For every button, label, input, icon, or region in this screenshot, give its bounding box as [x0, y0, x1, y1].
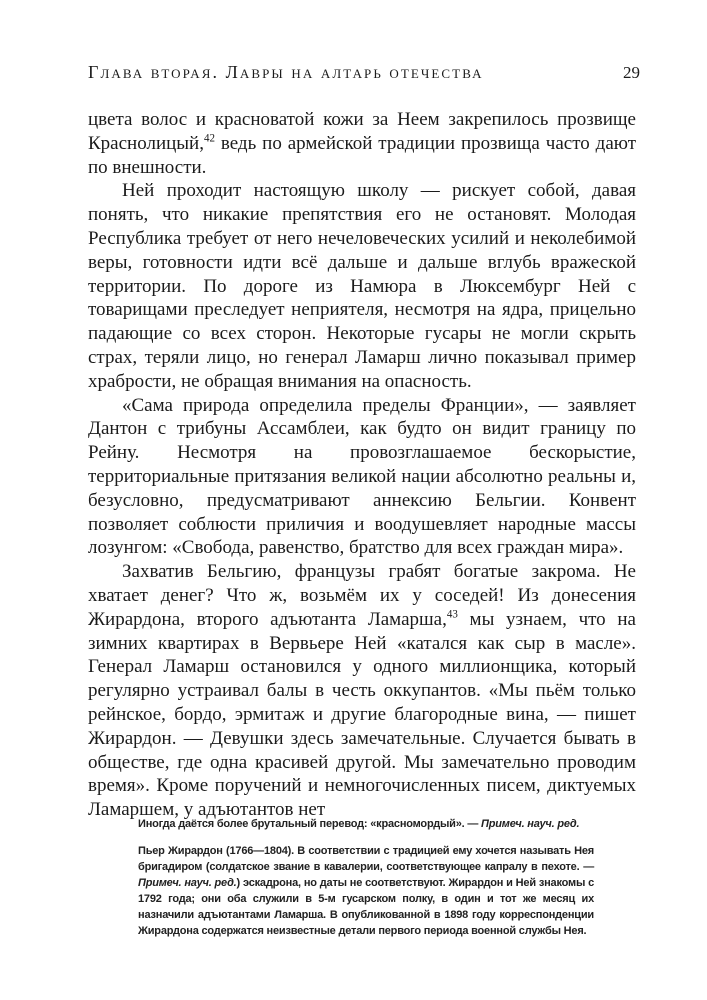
text-run: Захватив Бельгию, французы грабят богатые закрома. Не хватает денег? Что ж, возьмём их у соседей! Из донесения Жирардона, второго адъютанта Ламарша,: [88, 561, 636, 630]
paragraph: [88, 560, 636, 822]
footnote-marker: 42: [203, 132, 215, 145]
text-run: Иногда даётся более брутальный перевод: «красномордый». —: [138, 818, 482, 830]
footnotes: [138, 816, 594, 950]
text-run: Ней проходит настоящую школу — рискует собой, давая понять, что никакие препятствия его не остановят. Молодая Республика требует от него нечеловеческих усилий и неколебимой веры, готовности идти всё дальше и дальше вглубь вражеской территории. По дороге из Намюра в Люксембург Ней с товарищами преследует неприятеля, несмотря на ядра, прицельно падающие со всех сторон. Некоторые гусары не могли скрыть страх, теряли лицо, но генерал Ламарш лично показывал пример храбрости, не обращая внимания на опасность.: [88, 180, 636, 392]
text-run: «Сама природа определила пределы Франции», — заявляет Дантон с трибуны Ассамблеи, как будто он видит границу по Рейну. Несмотря на провозглашаемое бескорыстие, территориальные притязания великой нации абсолютно реальны и, безусловно, предусматривают аннексию Бельгии. Конвент позволяет соблюсти приличия и воодушевляет народные массы лозунгом: «Свобода, равенство, братство для всех граждан мира».: [88, 394, 636, 559]
paragraph: [88, 394, 636, 561]
footnote-marker: 43: [446, 608, 458, 621]
italic-text-run: Примеч. науч. ред.: [481, 818, 580, 830]
running-header: [88, 62, 640, 83]
paragraph: [88, 179, 636, 393]
text-run: ведь по армейской традиции прозвища часто дают по внешности.: [88, 132, 636, 178]
footnote: [138, 816, 594, 832]
chapter-title: Глава вторая. Лавры на алтарь отечества: [88, 62, 484, 82]
text-run: цвета волос и красноватой кожи за Неем закрепилось прозвище Краснолицый,: [88, 109, 636, 154]
text-run: ) эскадрона, но даты не соответствуют. Жирардон и Ней знакомы с 1792 года; они оба служили в 5-м гусарском полку, в один и тот же месяц их назначили адъютантами Ламарша. В опубликованной в 1898 году корреспонденции Жирардона содержатся неизвестные детали первого периода военной службы Нея.: [138, 877, 595, 937]
text-run: Пьер Жирардон (1766—1804). В соответствии с традицией ему хочется называть Нея бригадиром (солдатское звание в кавалерии, соответствующее капралу в пехоте. —: [138, 845, 594, 873]
paragraph: [88, 108, 636, 179]
body-text: [88, 108, 636, 822]
footnote: [138, 843, 594, 939]
page-number: 29: [623, 63, 640, 82]
text-run: мы узнаем, что на зимних квартирах в Вервьере Ней «катался как сыр в масле». Генерал Ламарш остановился у одного миллионщика, который регулярно устраивал балы в честь оккупантов. «Мы пьём только рейнское, бордо, эрмитаж и другие благородные вина, — пишет Жирардон. — Девушки здесь замечательные. Случается бывать в обществе, где одна красивей другой. Мы замечательно проводим время». Кроме поручений и немногочисленных писем, диктуемых Ламаршем, у адъютантов нет: [88, 608, 636, 821]
italic-text-run: Примеч. науч. ред.: [138, 877, 237, 889]
